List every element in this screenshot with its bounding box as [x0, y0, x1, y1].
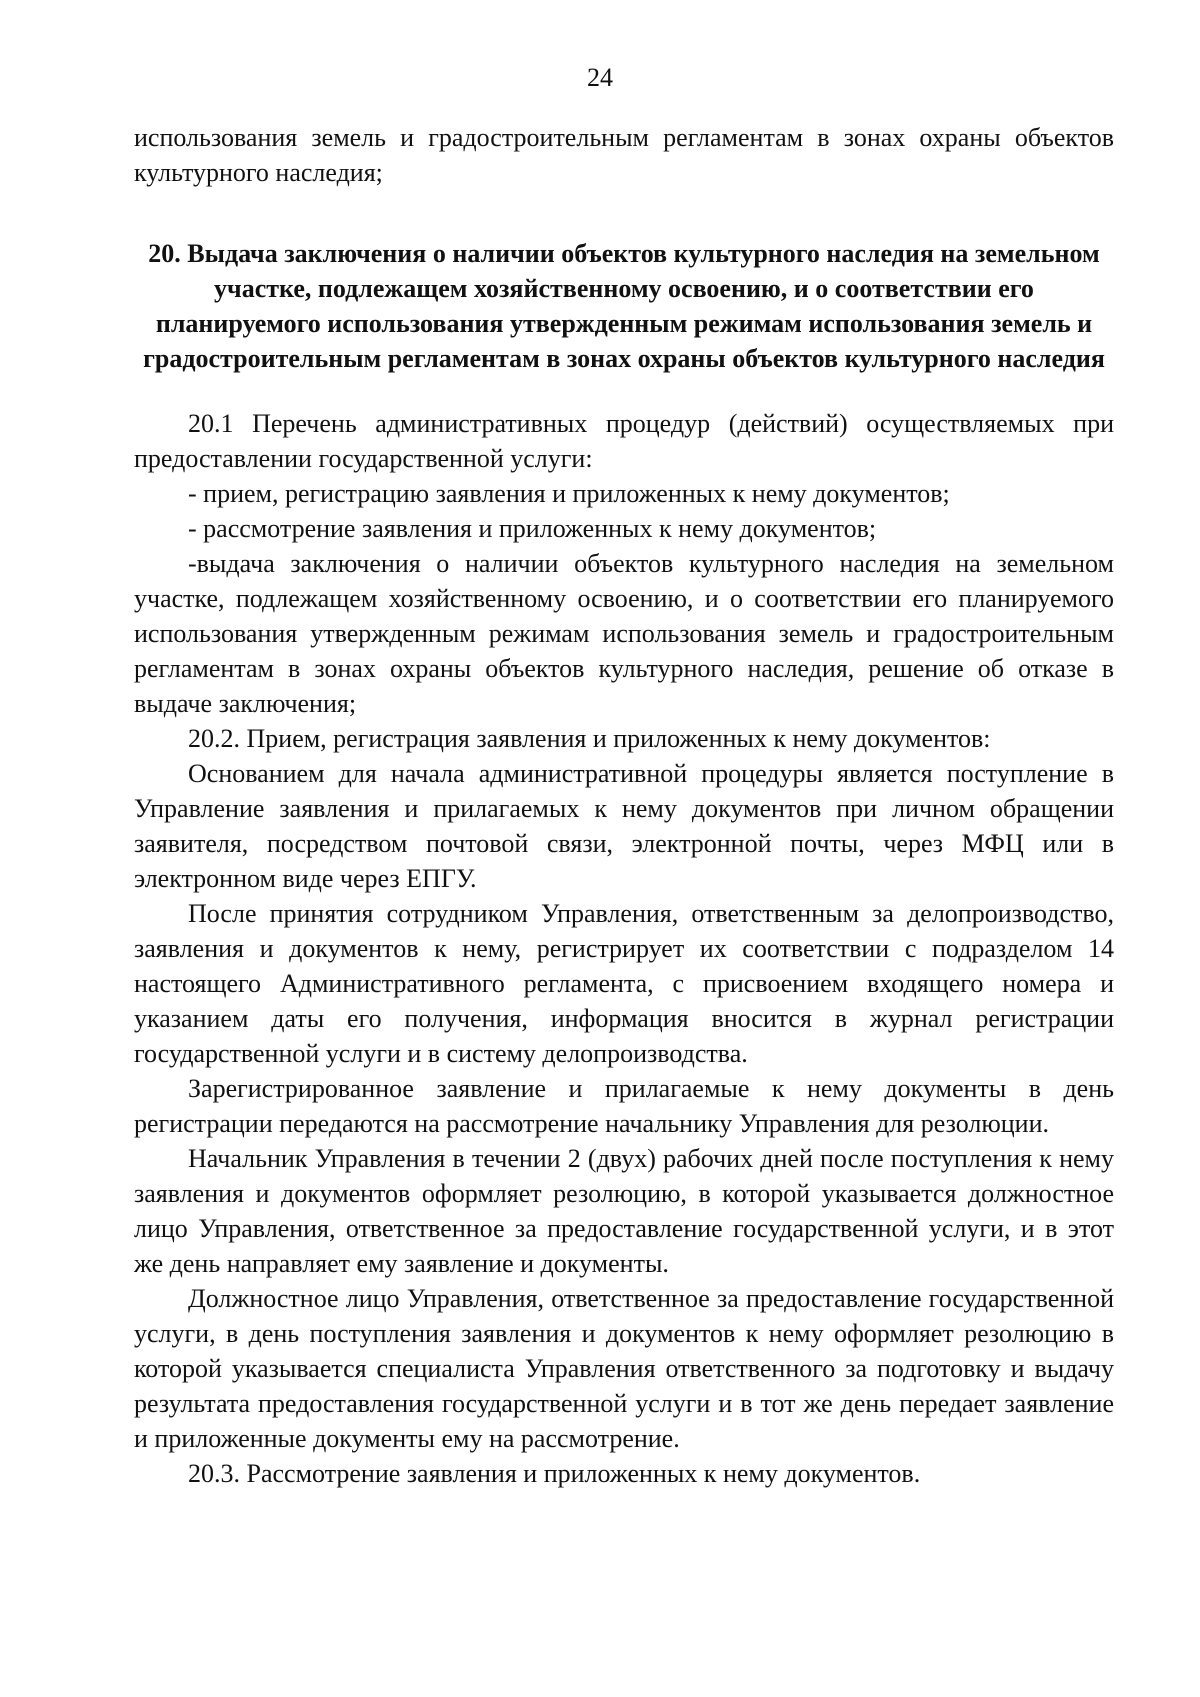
paragraph-basis: Основанием для начала административной процедуры является поступление в Управление заявления и прилагаемых к нему документов при личном обращении заявителя, посредством почтовой связи, электронной почты, через МФЦ или в электронном виде через ЕПГУ. — [134, 759, 1114, 893]
paragraph-20-1: 20.1 Перечень административных процедур (действий) осуществляемых при предоставлении государственной услуги: — [134, 409, 1114, 473]
paragraph-20-2: 20.2. Прием, регистрация заявления и приложенных к нему документов: — [188, 724, 991, 753]
paragraph-official: Должностное лицо Управления, ответственное за предоставление государственной услуги, в день поступления заявления и документов к нему оформляет резолюцию в которой указывается специалиста Управления ответственного за подготовку и выдачу результата предоставления государственной услуги и в тот же день передает заявление и приложенные документы ему на рассмотрение. — [134, 1284, 1114, 1453]
page-number: 24 — [587, 63, 613, 92]
intro-paragraph: использования земель и градостроительным регламентам в зонах охраны объектов культурного наследия; — [134, 123, 1114, 187]
paragraph-transfer: Зарегистрированное заявление и прилагаемые к нему документы в день регистрации передаются на рассмотрение начальнику Управления для резолюции. — [134, 1074, 1114, 1138]
section-heading: 20. Выдача заключения о наличии объектов культурного наследия на земельном участке, подлежащем хозяйственному освоению, и о соответствии его планируемого использования утвержденным режимам использования земель и градостроительным регламентам в зонах охраны объектов культурного наследия — [143, 239, 1105, 373]
paragraph-20-3: 20.3. Рассмотрение заявления и приложенных к нему документов. — [188, 1459, 921, 1488]
paragraph-resolution: Начальник Управления в течении 2 (двух) рабочих дней после поступления к нему заявления и документов оформляет резолюцию, в которой указывается должностное лицо Управления, ответственное за предоставление государственной услуги, и в этот же день направляет ему заявление и документы. — [134, 1144, 1114, 1278]
paragraph-registration: После принятия сотрудником Управления, ответственным за делопроизводство, заявления и документов к нему, регистрирует их соответствии с подразделом 14 настоящего Административного регламента, с присвоением входящего номера и указанием даты его получения, информация вносится в журнал регистрации государственной услуги и в систему делопроизводства. — [134, 899, 1114, 1068]
list-item-review: - рассмотрение заявления и приложенных к нему документов; — [188, 514, 877, 543]
list-item-reception: - прием, регистрацию заявления и приложенных к нему документов; — [188, 479, 950, 508]
document-body — [134, 120, 1114, 1491]
list-item-issuance: -выдача заключения о наличии объектов культурного наследия на земельном участке, подлежащем хозяйственному освоению, и о соответствии его планируемого использования утвержденным режимам использования земель и градостроительным регламентам в зонах охраны объектов культурного наследия, решение об отказе в выдаче заключения; — [134, 549, 1114, 718]
